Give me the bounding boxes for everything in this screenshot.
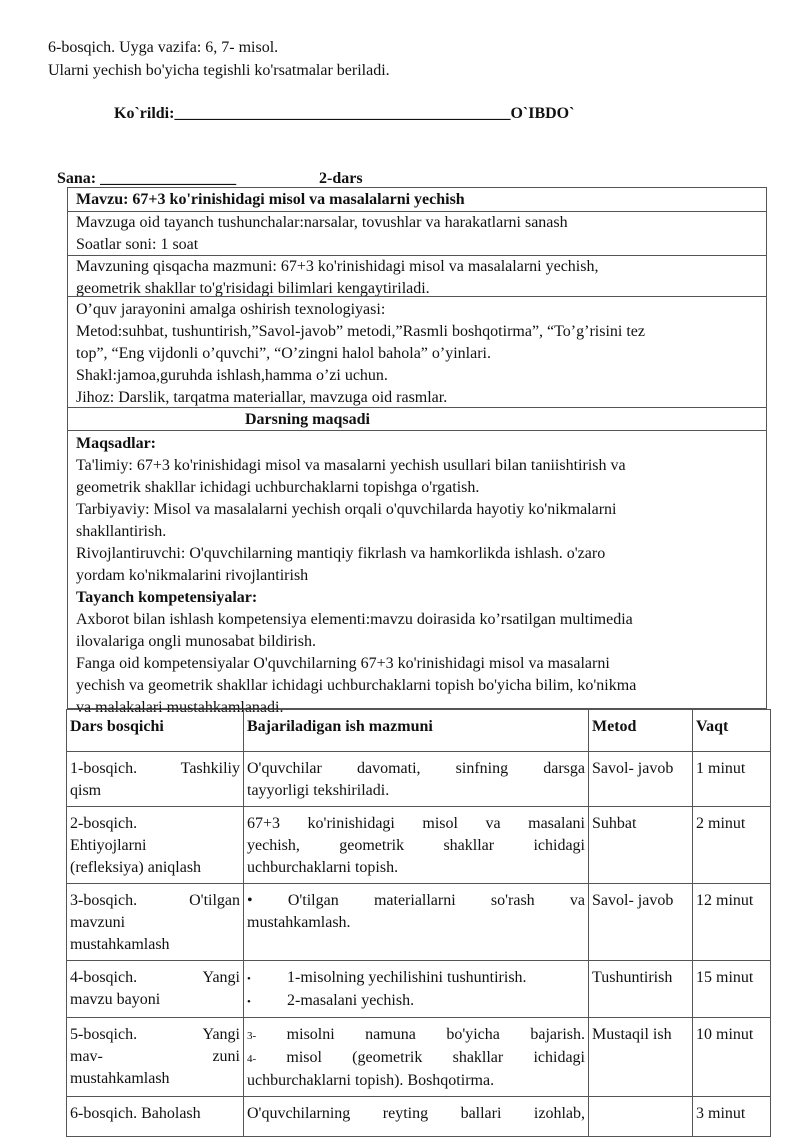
content-cell — [244, 1018, 589, 1097]
stage-text: 2-bosqich. — [70, 815, 138, 832]
content-text: 4- misol (geometrik shakllar ichidagi — [247, 1049, 585, 1066]
technology-line: top”, “Eng vijdonli o’quvchi”, “O’zingni halol bahola” o’yinlari. — [76, 345, 491, 362]
content-cell — [244, 961, 589, 1018]
content-text: tayyorligi tekshiriladi. — [247, 782, 390, 799]
content-text: 3- misolni namuna bo'yicha bajarish. — [247, 1026, 585, 1043]
stage-text: 1-bosqich. Tashkiliy — [70, 760, 240, 777]
time-cell: 3 minut — [693, 1097, 771, 1137]
summary-row — [68, 255, 766, 297]
table-row — [67, 884, 771, 961]
topic-title: Mavzu: 67+3 ko'rinishidagi misol va masalalarni yechish — [76, 191, 465, 208]
content-text: yechish, geometrik shakllar ichidagi — [247, 837, 585, 854]
goal-line: geometrik shakllar ichidagi uchburchaklarni topishga o'rgatish. — [76, 479, 480, 496]
time-cell: 2 minut — [693, 807, 771, 884]
table-row — [67, 807, 771, 884]
lesson-number: 2-dars — [319, 170, 363, 187]
goal-heading-row — [68, 407, 766, 431]
lesson-stages-table — [66, 709, 771, 1137]
method-cell: Savol- javob — [589, 752, 693, 807]
method-cell: Suhbat — [589, 807, 693, 884]
column-header-method: Metod — [589, 710, 693, 752]
oibdo-label: O`IBDO` — [510, 105, 575, 122]
goal-heading: Darsning maqsadi — [245, 411, 370, 428]
goal-line: yordam ko'nikmalarini rivojlantirish — [76, 567, 309, 584]
content-text: 67+3 ko'rinishidagi misol va masalani — [247, 815, 585, 832]
item-number: 4- — [247, 1053, 257, 1065]
reviewed-line — [114, 103, 574, 125]
goal-line: shakllantirish. — [76, 523, 167, 540]
technology-line: Jihoz: Darslik, tarqatma materiallar, mavzuga oid rasmlar. — [76, 389, 448, 406]
concepts-row — [68, 211, 766, 256]
competency-line: Axborot bilan ishlash kompetensiya elementi:mavzu doirasida ko’rsatilgan multimedia — [76, 611, 633, 628]
topic-row — [68, 188, 766, 211]
item-number: 3- — [247, 1030, 257, 1042]
table-row — [67, 961, 771, 1018]
method-cell: Tushuntirish — [589, 961, 693, 1018]
homework-line: 6-bosqich. Uyga vazifa: 6, 7- misol. — [48, 39, 279, 56]
summary-line: geometrik shakllar to'g'risidagi bilimlari kengaytiriladi. — [76, 280, 430, 297]
goals-row — [68, 430, 766, 716]
stage-cell: 6-bosqich. Baholash — [67, 1097, 244, 1137]
goal-line: Ta'limiy: 67+3 ko'rinishidagi misol va masalarni yechish usullari bilan taniishtirish va — [76, 457, 626, 474]
stage-text: mavzuni — [70, 914, 126, 931]
technology-line: Metod:suhbat, tushuntirish,”Savol-javob” metodi,”Rasmli boshqotirma”, “To’g’risini tez — [76, 323, 645, 340]
goals-title: Maqsadlar: — [76, 435, 156, 452]
time-cell: 1 minut — [693, 752, 771, 807]
stage-cell — [67, 884, 244, 961]
lesson-plan-box — [67, 187, 767, 716]
goal-line: Rivojlantiruvchi: O'quvchilarning mantiqiy fikrlash va hamkorlikda ishlash. o'zaro — [76, 545, 606, 562]
stage-text: Ehtiyojlarni — [70, 837, 147, 854]
column-header-time: Vaqt — [693, 710, 771, 752]
column-header-stage: Dars bosqichi — [67, 710, 244, 752]
column-header-content: Bajariladigan ish mazmuni — [244, 710, 589, 752]
stage-text: 5-bosqich. Yangi — [70, 1026, 240, 1043]
competency-line: Fanga oid kompetensiyalar O'quvchilarning 67+3 ko'rinishidagi misol va masalarni — [76, 655, 610, 672]
stage-text: (refleksiya) aniqlash — [70, 859, 202, 876]
competency-line: yechish va geometrik shakllar ichidagi uchburchaklarni topish bo'yicha bilim, ko'nikma — [76, 677, 637, 694]
reviewed-blank: __________________________________________ — [174, 105, 511, 122]
content-cell — [244, 884, 589, 961]
method-cell: Mustaqil ish — [589, 1018, 693, 1097]
date-label: Sana: — [57, 170, 97, 187]
stage-text: mustahkamlash — [70, 936, 170, 953]
date-blank: _________________ — [100, 170, 237, 187]
content-text: mustahkamlash. — [247, 914, 351, 931]
content-text: • 1-misolning yechilishini tushuntirish. — [247, 967, 585, 990]
content-text: • 2-masalani yechish. — [247, 990, 585, 1013]
competency-line: ilovalariga ongli munosabat bildirish. — [76, 633, 316, 650]
stage-text: mavzu bayoni — [70, 991, 161, 1008]
bullet-icon: • — [247, 996, 251, 1008]
bullet-icon: • — [247, 973, 251, 985]
content-text: uchburchaklarni topish). Boshqotirma. — [247, 1072, 495, 1089]
technology-line: Shakl:jamoa,guruhda ishlash,hamma o’zi uchun. — [76, 367, 388, 384]
competency-line: va malakalari mustahkamlanadi. — [76, 699, 284, 716]
competencies-title: Tayanch kompetensiyalar: — [76, 589, 258, 606]
stage-text: 3-bosqich. O'tilgan — [70, 892, 240, 909]
hours-text: Soatlar soni: 1 soat — [76, 236, 199, 253]
content-text: O'quvchilarning reyting ballari izohlab, — [247, 1105, 585, 1122]
content-text: • O'tilgan materiallarni so'rash va — [247, 892, 585, 909]
stage-cell — [67, 752, 244, 807]
table-header-row — [67, 710, 771, 752]
content-cell — [244, 807, 589, 884]
stage-cell — [67, 807, 244, 884]
goal-line: Tarbiyaviy: Misol va masalalarni yechish orqali o'quvchilarda hayotiy ko'nikmalarni — [76, 501, 617, 518]
instructions-line: Ularni yechish bo'yicha tegishli ko'rsatmalar beriladi. — [48, 62, 390, 79]
time-cell: 15 minut — [693, 961, 771, 1018]
bullet-icon: • — [247, 892, 253, 909]
method-cell: Savol- javob — [589, 884, 693, 961]
content-cell — [244, 752, 589, 807]
technology-line: O’quv jarayonini amalga oshirish texnologiyasi: — [76, 301, 386, 318]
table-row — [67, 752, 771, 807]
time-cell: 12 minut — [693, 884, 771, 961]
stage-text: 4-bosqich. Yangi — [70, 969, 240, 986]
content-text: uchburchaklarni topish. — [247, 859, 399, 876]
content-text: O'quvchilar davomati, sinfning darsga — [247, 760, 585, 777]
stage-text: mav- zuni — [70, 1048, 240, 1065]
concepts-text: Mavzuga oid tayanch tushunchalar:narsalar, tovushlar va harakatlarni sanash — [76, 214, 568, 231]
summary-line: Mavzuning qisqacha mazmuni: 67+3 ko'rinishidagi misol va masalalarni yechish, — [76, 258, 599, 275]
table-row — [67, 1018, 771, 1097]
stage-text: qism — [70, 782, 102, 799]
stage-text: mustahkamlash — [70, 1070, 170, 1087]
technology-row — [68, 296, 766, 408]
stage-cell — [67, 961, 244, 1018]
stage-cell — [67, 1018, 244, 1097]
time-cell: 10 minut — [693, 1018, 771, 1097]
reviewed-label: Ko`rildi: — [114, 105, 175, 122]
